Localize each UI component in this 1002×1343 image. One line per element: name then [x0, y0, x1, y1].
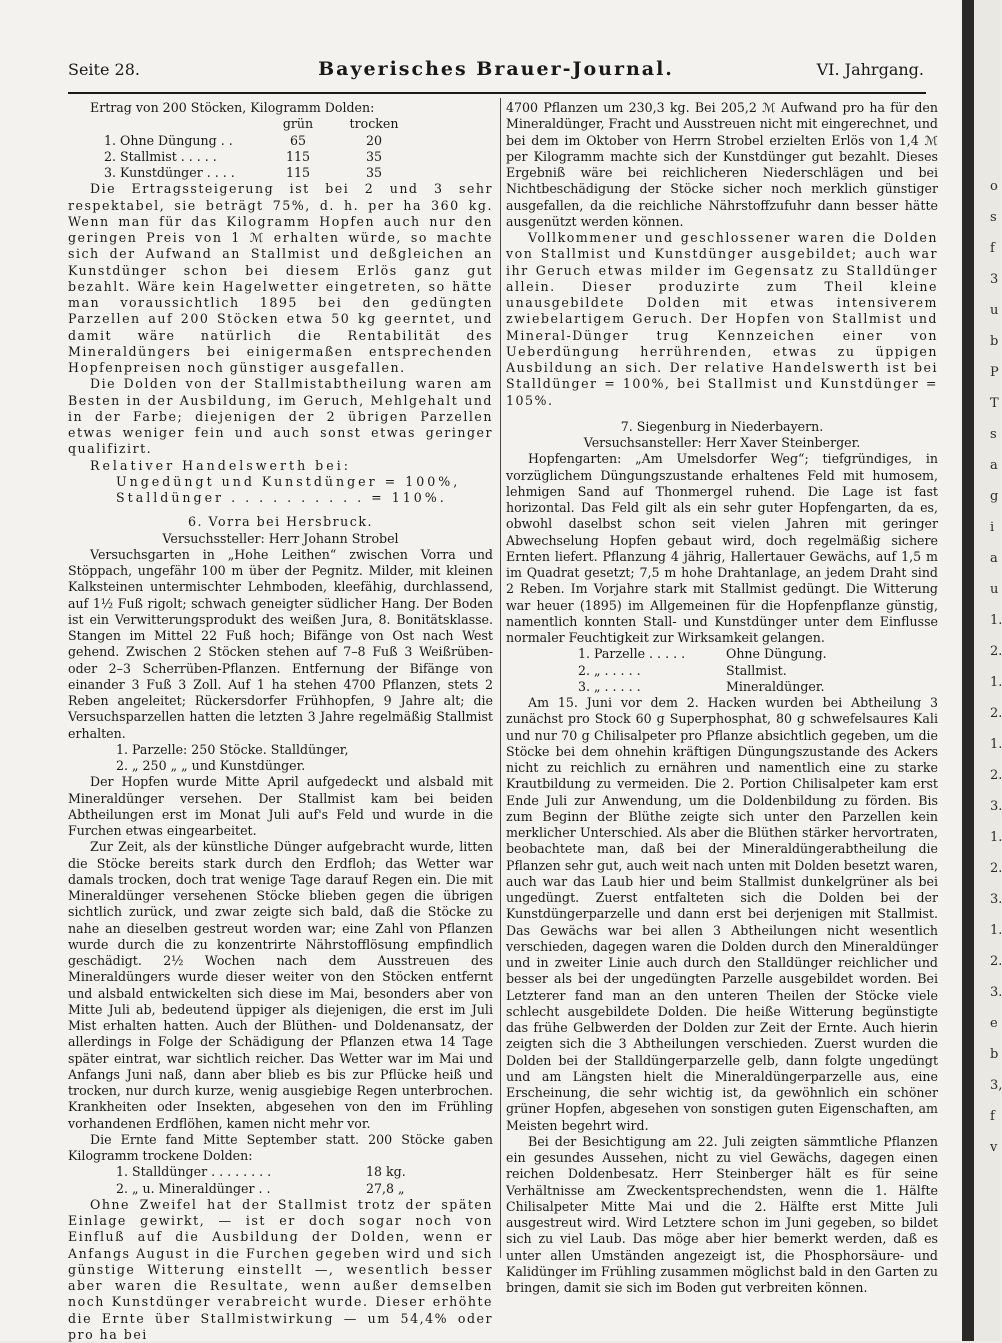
adjacent-page-fragment: s: [990, 427, 997, 442]
adjacent-page-fragment: f: [990, 1109, 995, 1124]
section-subheading: Versuchsansteller: Herr Xaver Steinberger.: [583, 435, 861, 450]
adjacent-page-fragment: 3.: [990, 799, 1002, 814]
adjacent-page-fragment: a: [990, 551, 998, 566]
adjacent-page-fragment: 3: [990, 272, 999, 287]
adjacent-page-fragment: 1.: [990, 830, 1002, 845]
adjacent-page-fragment: o: [990, 179, 998, 194]
list-item: 1. Parzelle: 250 Stöcke. Stalldünger,: [116, 741, 349, 757]
row-label: 2. Stallmist . . . . .: [104, 148, 217, 164]
adjacent-page-fragment: 1.: [990, 923, 1002, 938]
adjacent-page-fragment: 2.: [990, 644, 1002, 659]
adjacent-page-fragment: i: [990, 520, 995, 535]
adjacent-page-fragment: f: [990, 241, 995, 256]
col-header-trocken: trocken: [349, 116, 399, 132]
yield-title: Ertrag von 200 Stöcken, Kilogramm Dolden:: [90, 100, 375, 115]
right-column: [506, 100, 938, 1296]
paragraph: Zur Zeit, als der künstliche Dünger aufgebracht wurde, litten die Stöcke bereits stark durch den Erdfloh; das Wetter war damals trocken, doch trat wenige Tage darauf Regen ein. Die mit Mineraldünger versehenen Stöcke blieben gegen die übrigen sichtlich zurück, und zwar zeigte sich bald, daß die Stöcke zu nahe an dieselben gestreut worden war; eine Zahl von Pflanzen wurde durch die zu konzentrirte Nährstofflösung empfindlich geschädigt. 2½ Wochen nach dem Ausstreuen des Mineraldüngers wurde dieser weiter von den Stöcken entfernt und alsbald entwickelten sich diese im Mai, besonders aber von Mitte Juli ab, bedeutend üppiger als diejenigen, die erst im Juli Mist erhalten hatten. Auch der Blüthen- und Doldenansatz, der allerdings in Folge der Schädigung der Pflanzen etwa 14 Tage später eintrat, war sichtlich reicher. Das Wetter war im Mai und Anfangs Juni naß, dann aber blieb es bis zur Pflücke heiß und trocken, nur durch kurze, wenig ausgiebige Regen unterbrochen. Krankheiten oder Insekten, abgesehen von den im Frühling vorhandenen Erdflöhen, kamen nicht mehr vor.: [68, 839, 493, 1131]
col-header-gruen: grün: [282, 116, 314, 132]
adjacent-page-fragment: 1.: [990, 737, 1002, 752]
adjacent-page-fragment: 1.: [990, 675, 1002, 690]
adjacent-page-fragment: 2.: [990, 706, 1002, 721]
harvest-label: 2. „ u. Mineraldünger . .: [116, 1180, 271, 1196]
page-number: Seite 28.: [68, 60, 140, 79]
table-row: [104, 149, 418, 165]
adjacent-page-fragment: u: [990, 303, 999, 318]
harvest-value: 18 kg.: [366, 1164, 406, 1180]
adjacent-page-fragment: b: [990, 1047, 999, 1062]
cell-gruen: 115: [285, 165, 311, 180]
row-label: 3. Kunstdünger . . . .: [104, 165, 235, 180]
adjacent-page-fragment: v: [990, 1140, 998, 1155]
parcel-list: [578, 646, 938, 695]
section-subheading: Versuchssteller: Herr Johann Strobel: [162, 530, 399, 546]
volume-label: VI. Jahrgang.: [816, 60, 924, 79]
journal-title: Bayerisches Brauer-Journal.: [318, 58, 674, 80]
list-item: Stalldünger . . . . . . . . . . = 110%.: [116, 490, 447, 505]
table-row: [104, 165, 418, 181]
harvest-value: 27,8 „: [366, 1180, 405, 1196]
paragraph: Die Ernte fand Mitte September statt. 200 Stöcke gaben Kilogramm trockene Dolden:: [68, 1131, 493, 1163]
section-heading: 7. Siegenburg in Niederbayern.: [620, 418, 824, 434]
adjacent-page-fragment: u: [990, 582, 999, 597]
list-item: Ungedüngt und Kunstdünger = 100%,: [116, 473, 461, 489]
adjacent-page-fragment: 3.: [990, 985, 1002, 1000]
paragraph: Die Dolden von der Stallmistabtheilung waren am Besten in der Ausbildung, im Geruch, Mehlgehalt und in der Farbe; diejenigen der 2 übrigen Parzellen etwas weniger fein und auch sonst etwas geringer qualifizirt.: [68, 376, 493, 457]
list-item: [116, 1164, 493, 1180]
list-item: [578, 663, 938, 679]
row-label: 1. Ohne Düngung . .: [104, 132, 233, 148]
left-column: [68, 100, 493, 1343]
paragraph: Versuchsgarten in „Hohe Leithen“ zwischen Vorra und Stöppach, ungefähr 100 m über der Pegnitz. Milder, mit kleinen Kalksteinen untermischter Lehmboden, kleefähig, durchlassend, auf 1½ Fuß rigolt; schwach geneigter südlicher Hang. Der Boden ist ein Verwitterungsprodukt des weißen Jura, 8. Bonitätsklasse. Stangen im Mittel 22 Fuß hoch; Bifänge von Ost nach West gehend. Zwischen 2 Stöcken stehen auf 7–8 Fuß 3 Weißrüben- oder 2–3 Scherrüben-Pflanzen. Entfernung der Bifänge von einander 3 Fuß 3 Zoll. Auf 1 ha stehen 4700 Pflanzen, stets 2 Reben angeleitet; Rückersdorfer Frühhopfen, 9 Jahre alt; die Versuchsparzellen hatten die letzten 3 Jahre regelmäßig Stallmist erhalten.: [68, 546, 493, 741]
paragraph: Vollkommener und geschlossener waren die Dolden von Stallmist und Kunstdünger ausgebildet; auch war ihr Geruch etwas milder im Gegensatz zu Stalldünger allein. Dieser produzirte zum Theil kleine unausgebildete Dolden mit etwas intensiverem zwiebelartigem Geruch. Der Hopfen von Stallmist und Mineral-Dünger trug Kennzeichen einer von Ueberdüngung herrührenden, etwas zu üppigen Ausbildung an sich. Der relative Handelswerth ist bei Stalldünger = 100%, bei Stallmist und Kunstdünger = 105%.: [506, 230, 938, 408]
cell-gruen: 65: [289, 132, 307, 148]
list-item: 2. „ 250 „ „ und Kunstdünger.: [116, 758, 306, 773]
adjacent-page-fragment: s: [990, 210, 997, 225]
harvest-list: [116, 1164, 493, 1197]
adjacent-page-fragment: T: [990, 396, 999, 411]
parcel-value: Stallmist.: [726, 662, 787, 678]
adjacent-page-fragment: 2.: [990, 861, 1002, 876]
adjacent-page-fragment: 2.: [990, 768, 1002, 783]
parcel-label: 1. Parzelle . . . . .: [578, 646, 686, 662]
parcel-value: Mineraldünger.: [726, 678, 825, 694]
adjacent-page-fragment: P: [990, 365, 999, 380]
adjacent-page-fragment: 3,: [990, 1078, 1002, 1093]
cell-trocken: 35: [365, 148, 383, 164]
harvest-label: 1. Stalldünger . . . . . . . .: [116, 1164, 272, 1180]
adjacent-page-fragment: 3.: [990, 892, 1002, 907]
book-gutter: [962, 0, 974, 1341]
adjacent-page-fragment: b: [990, 334, 999, 349]
yield-table-header: [104, 116, 418, 132]
paragraph: 4700 Pflanzen um 230,3 kg. Bei 205,2 ℳ Aufwand pro ha für den Mineraldünger, Fracht und Ausstreuen nicht mit eingerechnet, und bei dem im Oktober von Herrn Strobel erzielten Erlös von 1,4 ℳ per Kilogramm machte sich der Kunstdünger gut bezahlt. Dieses Ergebniß wäre bei reichlicheren Niederschlägen und bei Nichtbeschädigung der Stöcke sicher noch merklich günstiger ausgefallen, da die reichliche Nährstoffzufuhr dann besser hätte ausgenützt werden können.: [506, 100, 938, 229]
parcel-list: [116, 742, 493, 775]
parcel-label: 2. „ . . . . .: [578, 662, 641, 678]
paragraph: Hopfengarten: „Am Umelsdorfer Weg“; tiefgründiges, in vorzüglichem Düngungszustande erhaltenes Feld mit humosem, lehmigen Sand auf Thonmergel ruhend. Die Lage ist fast horizontal. Das Feld gilt als ein sehr guter Hopfengarten, da es, obwohl daselbst schon seit vielen Jahren mit geringer Abwechselung Hopfen gebaut wird, doch regelmäßig sichere Ernten liefert. Pflanzung 4 jährig, Hallertauer Gewächs, auf 1,5 m im Quadrat gesetzt; 7,5 m hohe Drahtanlage, an jedem Draht sind 2 Reben. Im Vorjahre stark mit Stallmist gedüngt. Die Witterung war heuer (1895) im Allgemeinen für die Hopfenpflanze günstig, namentlich konnten Stall- und Kunstdünger unter dem Einflusse normaler Feuchtigkeit zur Wirksamkeit gelangen.: [506, 451, 938, 645]
page-header: [68, 60, 924, 86]
paragraph: Die Ertragssteigerung ist bei 2 und 3 sehr respektabel, sie beträgt 75%, d. h. per ha 360 kg. Wenn man für das Kilogramm Hopfen auch nur den geringen Preis von 1 ℳ erhalten würde, so machte sich der Aufwand an Stallmist und deßgleichen an Kunstdünger schon bei diesem Erlös ganz gut bezahlt. Wäre kein Hagelwetter eingetreten, so hätte man voraussichtlich 1895 bei den gedüngten Parzellen auf 200 Stöcken etwa 50 kg geerntet, und damit wäre natürlich die Rentabilität des Mineraldüngers bei einigermaßen entsprechenden Hopfenpreisen noch günstiger ausgefallen.: [68, 181, 493, 375]
section-heading: 6. Vorra bei Hersbruck.: [188, 514, 373, 530]
adjacent-page-fragment: g: [990, 489, 999, 504]
paragraph: Bei der Besichtigung am 22. Juli zeigten sämmtliche Pflanzen ein gesundes Aussehen, nicht zu viel Gewächs, dagegen einen reichen Doldenbesatz. Herr Steinberger hält es für seine Verhältnisse am Zweckentsprechendsten, wenn die 1. Hälfte Chilisalpeter Mitte Mai und die 2. Hälfte erst Mitte Juli ausgestreut wird. Wird Letztere schon im Juni gegeben, so bildet sich zu viel Laub. Das möge aber hier bemerkt werden, daß es unter allen Umständen angezeigt ist, die Phosphorsäure- und Kalidünger im Frühling zusammen möglichst bald in den Garten zu bringen, damit sie sich im Boden gut verbreiten können.: [506, 1133, 938, 1295]
table-row: [104, 133, 418, 149]
adjacent-page-edge: [974, 0, 1000, 1341]
paragraph: Der Hopfen wurde Mitte April aufgedeckt und alsbald mit Mineraldünger versehen. Der Stallmist kam bei beiden Abtheilungen erst im Monat Juli auf's Feld und wurde in die Furchen etwas eingearbeitet.: [68, 774, 493, 838]
yield-table: [104, 116, 418, 181]
adjacent-page-fragment: 2.: [990, 954, 1002, 969]
list-item: [116, 1181, 493, 1197]
cell-trocken: 20: [365, 132, 383, 148]
paragraph: Ohne Zweifel hat der Stallmist trotz der späten Einlage gewirkt, — ist er doch sogar noch von Einfluß auf die Ausbildung der Dolden, wenn er Anfangs August in die Furchen gegeben wird und sich günstige Witterung einstellt —, wesentlich besser aber waren die Resultate, wenn außer demselben noch Kunstdünger verabreicht wurde. Dieser erhöhte die Ernte über Stallmistwirkung — um 54,4% oder pro ha bei: [68, 1196, 493, 1342]
relative-value-list: [116, 474, 493, 507]
column-divider: [500, 98, 501, 1258]
list-item: [578, 646, 938, 662]
list-item: [578, 679, 938, 695]
cell-gruen: 115: [285, 148, 311, 164]
adjacent-page-fragment: 1.: [990, 613, 1002, 628]
parcel-label: 3. „ . . . . .: [578, 678, 641, 694]
cell-trocken: 35: [365, 165, 383, 180]
adjacent-page-fragment: a: [990, 458, 998, 473]
header-rule: [68, 92, 926, 94]
paragraph: Am 15. Juni vor dem 2. Hacken wurden bei Abtheilung 3 zunächst pro Stock 60 g Superphosphat, 80 g schwefelsaures Kali und nur 70 g Chilisalpeter pro Pflanze absichtlich gegeben, um die Stöcke bei dem ohnehin kräftigen Düngungszustande des Ackers nicht zu reichlich zu ernähren und namentlich eine zu starke Krautbildung zu vermeiden. Die 2. Portion Chilisalpeter kam erst Ende Juli zur Anwendung, um die Doldenbildung zu förden. Bis zum Beginn der Blüthe zeigte sich unter den Parzellen kein merklicher Unterschied. Als aber die Blüthen stärker hervortraten, beobachtete man, daß bei der Mineraldüngerabtheilung die Pflanzen sehr gut, auch weit nach unten mit Dolden besetzt waren, auch war das Laub hier und beim Stallmist dunkelgrüner als bei ungedüngt. Zuerst entfalteten sich die Dolden bei der Kunstdüngerparzelle und dann erst bei derjenigen mit Stallmist. Das Gewächs war bei allen 3 Abtheilungen nicht wesentlich verschieden, dagegen waren die Dolden durch den Mineraldünger und in zweiter Linie auch durch den Stalldünger reichlicher und besser als bei der ungedüngten Parzelle ausgebildet worden. Bei Letzterer fand man an den unteren Theilen der Stöcke viele schlecht ausgebildete Dolden. Die heiße Witterung begünstigte das frühe Gelbwerden der Dolden zur Zeit der Ernte. Auch hierin zeigten sich die 3 Abtheilungen verschieden. Zuerst wurden die Dolden bei der Stalldüngerparzelle gelb, dann folgte ungedüngt und am Längsten hielt die Mineraldüngerparzelle aus, eine Erscheinung, die sehr wichtig ist, da gewöhnlich ein schöner grüner Hopfen, abgesehen von sonstigen guten Eigenschaften, am Meisten begehrt wird.: [506, 695, 938, 1133]
adjacent-page-fragment: e: [990, 1016, 998, 1031]
parcel-value: Ohne Düngung.: [726, 646, 827, 662]
relative-value-title: Relativer Handelswerth bei:: [90, 457, 351, 473]
